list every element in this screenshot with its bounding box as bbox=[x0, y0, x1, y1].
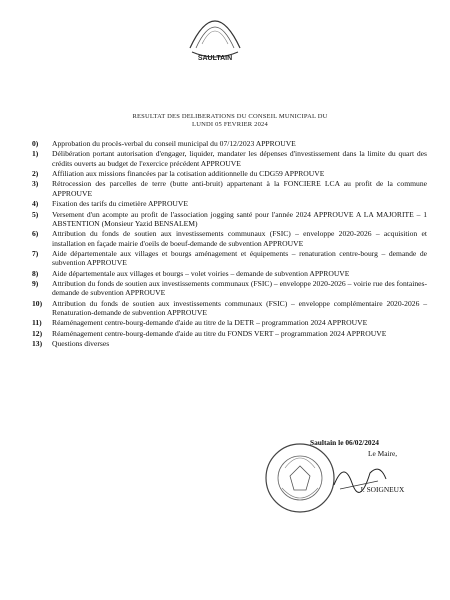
deliberation-item bbox=[32, 329, 427, 338]
item-number: 13) bbox=[32, 339, 43, 349]
deliberation-item bbox=[32, 299, 427, 318]
deliberation-item bbox=[32, 269, 427, 278]
item-number: 11) bbox=[32, 318, 42, 328]
item-text: Versement d'un acompte au profit de l'association jogging santé pour l'année 2024 APPROUVE A LA MAJORITE – 1 ABSTENTION (Monsieur Yazid BENSALEM) bbox=[52, 209, 427, 228]
deliberation-item bbox=[32, 249, 427, 268]
item-text: Rétrocession des parcelles de terre (butte anti-bruit) appartenant à la FONCIERE LCA au profit de la commune APPROUVE bbox=[52, 179, 427, 198]
deliberation-item bbox=[32, 229, 427, 248]
item-number: 9) bbox=[32, 279, 39, 288]
item-text: Questions diverses bbox=[52, 339, 110, 349]
item-text: Réaménagement centre-bourg-demande d'aide au titre du FONDS VERT – programmation 2024 APPROUVE bbox=[52, 328, 387, 338]
item-text: Attribution du fonds de soutien aux investissements communaux (FSIC) – enveloppe 2020-2026 – voirie rue des fontaines-demande de subvention APPROUVE bbox=[52, 279, 427, 298]
item-number: 5) bbox=[32, 209, 39, 219]
document-header bbox=[100, 113, 360, 129]
signature-name: J. SOIGNEUX bbox=[360, 485, 405, 494]
item-text: Attribution du fonds de soutien aux investissements communaux (FSIC) – enveloppe complémentaire 2020-2026 – Renaturation-demande de subvention APPROUVE bbox=[52, 298, 427, 317]
deliberation-item bbox=[32, 199, 427, 208]
item-text: Affiliation aux missions financées par la cotisation additionnelle du CDG59 APPROUVE bbox=[52, 169, 325, 179]
commune-logo bbox=[180, 0, 250, 70]
item-text: Aide départementale aux villages et bourgs – volet voiries – demande de subvention APPROUVE bbox=[52, 268, 350, 278]
deliberation-item bbox=[32, 210, 427, 229]
item-number: 3) bbox=[32, 179, 39, 189]
deliberation-item bbox=[32, 179, 427, 198]
item-text: Approbation du procès-verbal du conseil municipal du 07/12/2023 APPROUVE bbox=[52, 139, 296, 148]
signature-place-date: Saultain le 06/02/2024 bbox=[310, 438, 379, 447]
header-date: LUNDI 05 FEVRIER 2024 bbox=[192, 121, 268, 128]
item-text: Fixation des tarifs du cimetière APPROUVE bbox=[52, 199, 189, 209]
header-title: RESULTAT DES DELIBERATIONS DU CONSEIL MUNICIPAL DU bbox=[132, 113, 328, 120]
item-number: 12) bbox=[32, 328, 43, 338]
mairie-stamp bbox=[260, 438, 340, 518]
deliberation-item bbox=[32, 339, 427, 348]
item-number: 0) bbox=[32, 139, 39, 148]
deliberation-item bbox=[32, 139, 427, 148]
signature-title: Le Maire, bbox=[368, 449, 398, 458]
item-text: Réaménagement centre-bourg-demande d'aide au titre de la DETR – programmation 2024 APPROUVE bbox=[52, 318, 368, 328]
logo-text: SAULTAIN bbox=[197, 55, 233, 62]
item-text: Aide départementale aux villages et bourgs aménagement et équipements – renaturation centre-bourg – demande de subvention APPROUVE bbox=[52, 248, 427, 268]
item-number: 6) bbox=[32, 229, 39, 239]
item-number: 4) bbox=[32, 199, 39, 209]
item-number: 1) bbox=[32, 149, 39, 159]
deliberation-list bbox=[32, 139, 427, 350]
item-text: Délibération portant autorisation d'engager, liquider, mandater les dépenses d'investissement dans la limite du quart des crédits ouverts au budget de l'exercice précédent APPROUVE bbox=[52, 149, 427, 168]
deliberation-item bbox=[32, 169, 427, 178]
item-text: Attribution du fonds de soutien aux investissements communaux (FSIC) – enveloppe 2020-2026 – acquisition et installation en façade mairie d'oeils de boeuf-demande de subvention APPROUVE bbox=[52, 229, 427, 248]
deliberation-item bbox=[32, 279, 427, 298]
item-number: 8) bbox=[32, 268, 39, 278]
item-number: 7) bbox=[32, 248, 39, 258]
deliberation-item bbox=[32, 318, 427, 327]
deliberation-item bbox=[32, 149, 427, 168]
item-number: 2) bbox=[32, 169, 39, 179]
item-number: 10) bbox=[32, 298, 43, 308]
